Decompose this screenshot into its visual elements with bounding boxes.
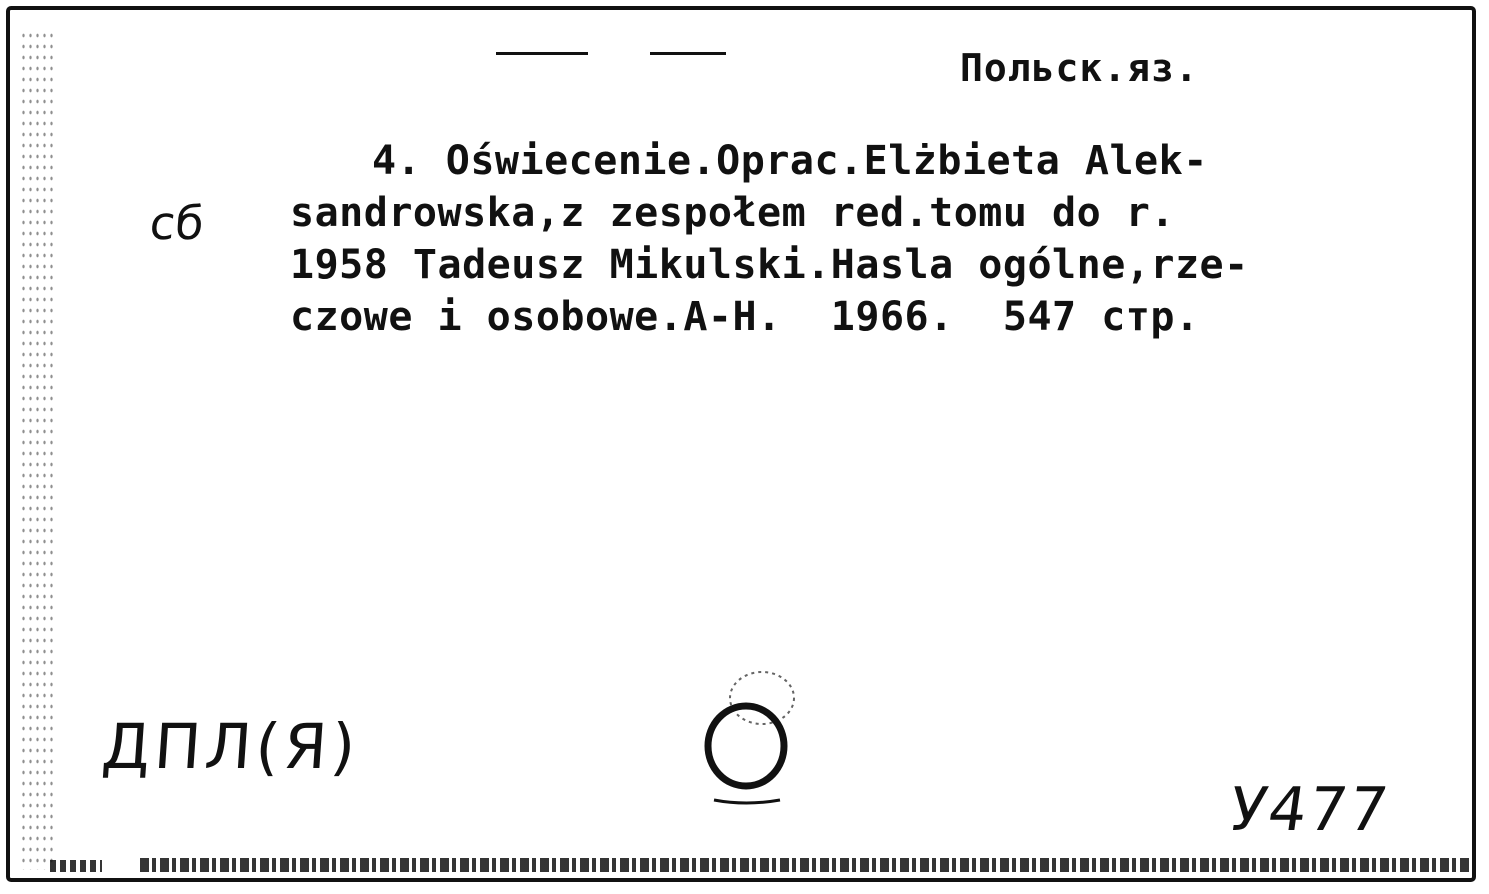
- header-dash: [496, 52, 588, 55]
- header-dash: [650, 52, 726, 55]
- header-dashes: [496, 42, 736, 62]
- card-bottom-texture: [140, 858, 1470, 872]
- bibliographic-entry: [290, 135, 1249, 343]
- entry-line: 1958 Tadeusz Mikulski.Hasla ogólne,rze-: [290, 242, 1249, 288]
- entry-line: 4. Oświecenie.Oprac.Elżbieta Alek-: [372, 138, 1208, 184]
- punch-hole-icon: [690, 660, 810, 810]
- language-label: Польск.яз.: [960, 46, 1199, 90]
- card-bottom-texture-left: [50, 860, 102, 872]
- handwritten-mark-left: сб: [147, 196, 207, 250]
- handwritten-number: У477: [1225, 775, 1395, 845]
- handwritten-shelfmark: ДПЛ(Я): [99, 710, 362, 783]
- entry-line: sandrowska,z zespołem red.tomu do r.: [290, 190, 1175, 236]
- card-edge-texture: [20, 30, 54, 870]
- entry-line: czowe i osobowe.A-H. 1966. 547 стр.: [290, 294, 1200, 340]
